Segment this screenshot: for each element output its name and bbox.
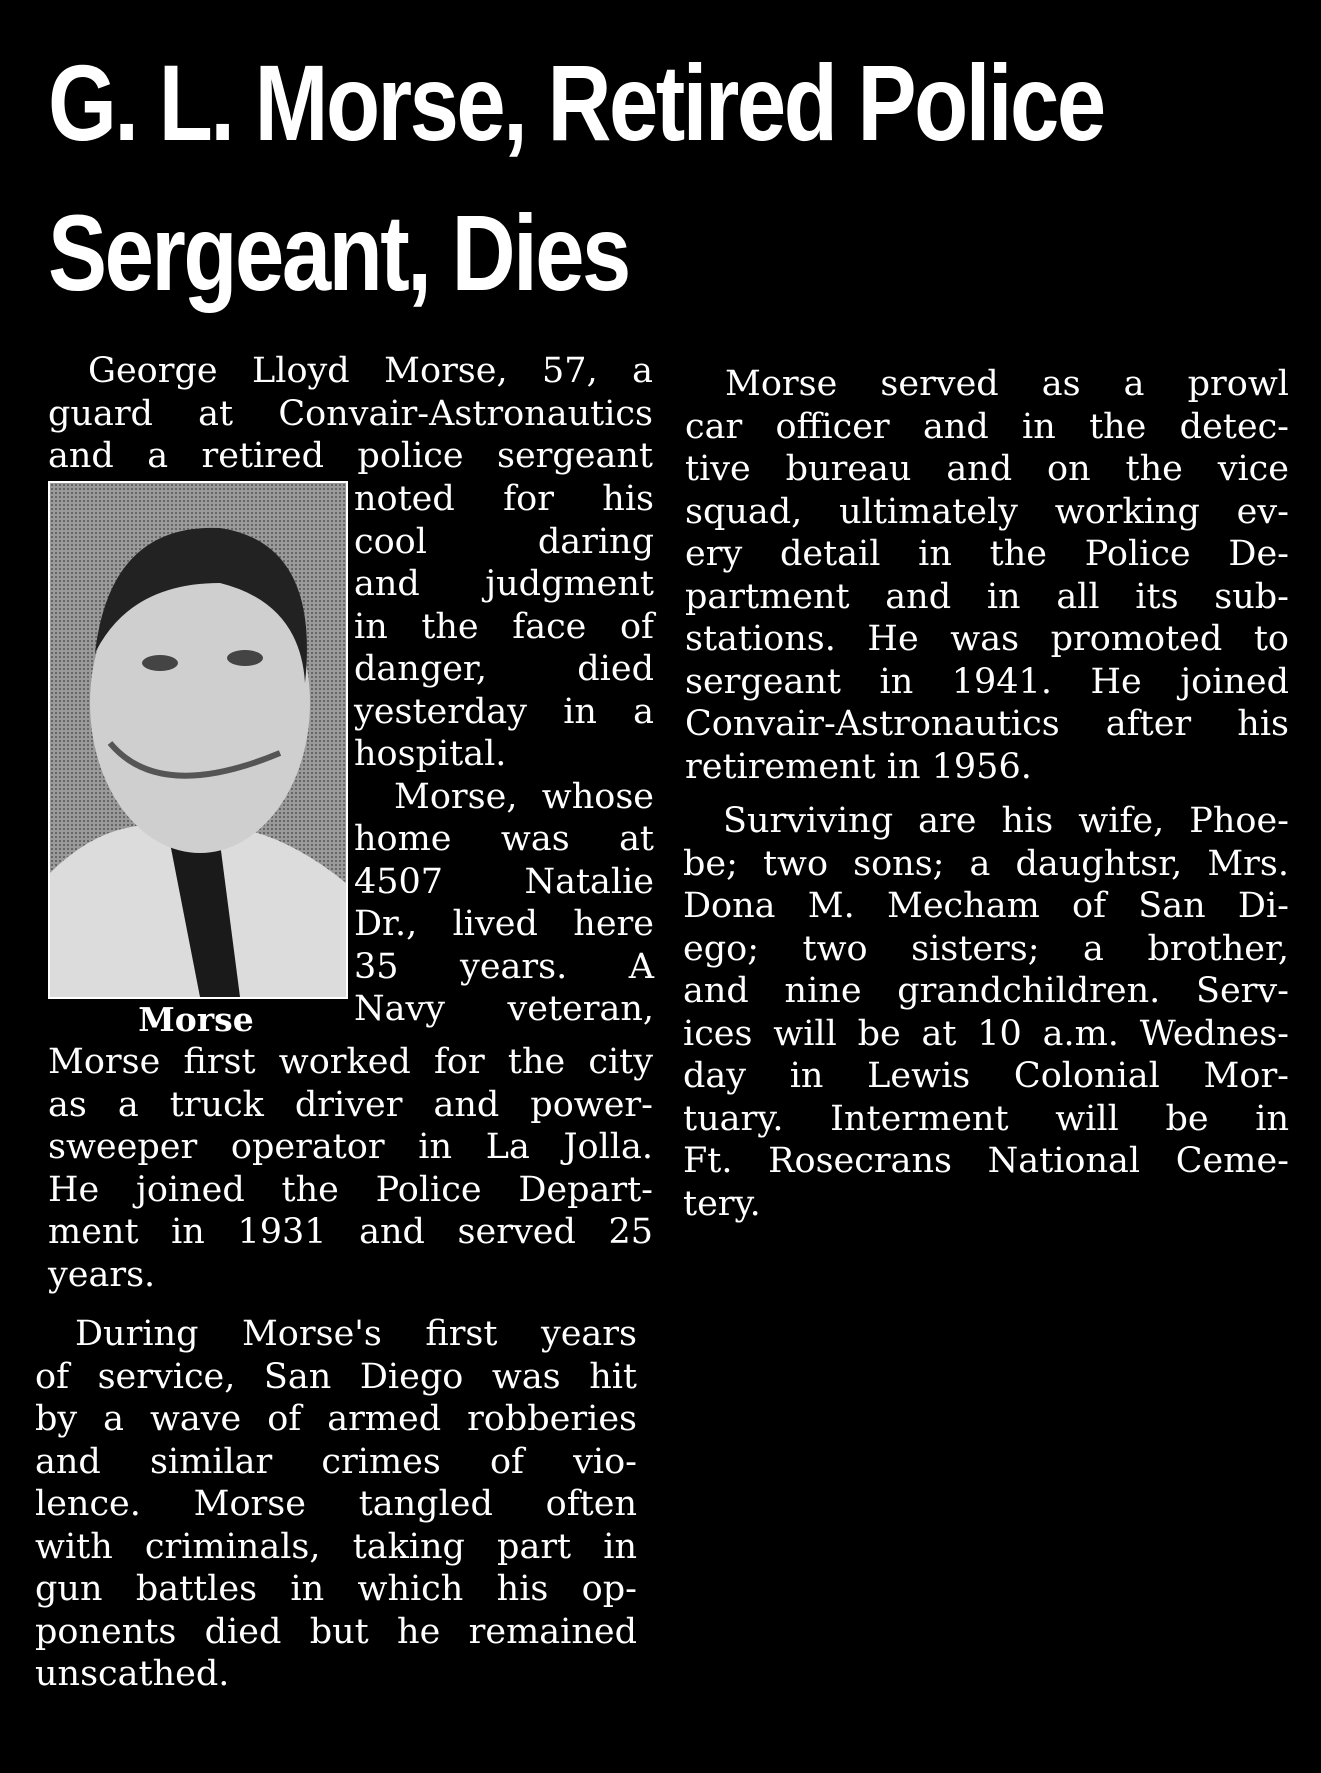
headline [48,28,1104,328]
column-1-intro [48,350,653,478]
text-line: home was at [354,819,654,859]
text-line: Morse, whose [394,776,654,817]
text-line: and judgment [354,564,654,604]
text-line: tuary. Interment will be in [683,1098,1289,1139]
text-line: years. [48,1254,156,1295]
text-line: squad, ultimately working ev- [685,491,1289,532]
headline-line-1: G. L. Morse, Retired Police [48,42,1104,163]
text-line: with criminals, taking part in [35,1526,637,1567]
column-1-paragraph-2 [35,1313,637,1696]
headline-line-2: Sergeant, Dies [48,192,629,313]
text-line: ices will be at 10 a.m. Wednes- [683,1013,1289,1054]
column-1-wrap-text [354,478,654,1031]
text-line: cool daring [354,521,654,562]
column-2-paragraph-1 [685,363,1289,788]
text-line: 4507 Natalie [354,861,654,902]
text-line: He joined the Police Depart- [48,1169,653,1210]
text-line: Surviving are his wife, Phoe- [723,801,1289,841]
text-line: hospital. [354,734,507,774]
text-line: ment in 1931 and served 25 [48,1212,653,1252]
photo-caption: Morse [138,1000,254,1039]
text-line: by a wave of armed robberies [35,1399,637,1439]
text-line: During Morse's first years [75,1314,637,1354]
text-line: as a truck driver and power- [48,1084,653,1125]
text-line: ery detail in the Police De- [685,534,1289,574]
text-line: danger, died [354,649,654,689]
portrait-photo [48,481,348,999]
text-line: sweeper operator in La Jolla. [48,1127,653,1167]
text-line: in the face of [354,606,654,647]
text-line: of service, San Diego was hit [35,1356,637,1397]
text-line: noted for his [354,479,654,519]
text-line: and nine grandchildren. Serv- [683,971,1289,1011]
text-line: Ft. Rosecrans National Ceme- [683,1141,1289,1181]
text-line: gun battles in which his op- [35,1569,637,1609]
text-line: retirement in 1956. [685,746,1032,787]
column-2-paragraph-2 [683,800,1289,1225]
text-line: Morse served as a prowl [725,364,1289,404]
text-line: yesterday in a [354,691,654,732]
text-line: Navy veteran, [354,989,654,1029]
text-line: and a retired police sergeant [48,436,653,476]
text-line: day in Lewis Colonial Mor- [683,1056,1289,1096]
text-line: Dona M. Mecham of San Di- [683,886,1289,926]
text-line: stations. He was promoted to [685,619,1289,659]
portrait-illustration [50,483,346,997]
text-line: car officer and in the detec- [685,406,1289,447]
text-line: guard at Convair-Astronautics [48,393,653,434]
text-line: Convair-Astronautics after his [685,704,1289,744]
text-line: and similar crimes of vio- [35,1441,637,1482]
text-line: partment and in all its sub- [685,576,1289,617]
text-line: tive bureau and on the vice [685,449,1289,489]
text-line: lence. Morse tangled often [35,1484,637,1524]
text-line: tery. [683,1183,761,1224]
text-line: 35 years. A [354,946,654,987]
text-line: sergeant in 1941. He joined [685,661,1289,702]
text-line: George Lloyd Morse, 57, a [88,351,653,391]
column-1-after-photo [48,1041,653,1296]
text-line: Morse first worked for the city [48,1042,653,1082]
text-line: be; two sons; a daughtsr, Mrs. [683,843,1289,884]
text-line: ponents died but he remained [35,1611,637,1652]
text-line: unscathed. [35,1654,230,1694]
text-line: ego; two sisters; a brother, [683,928,1289,969]
text-line: Dr., lived here [354,904,654,944]
